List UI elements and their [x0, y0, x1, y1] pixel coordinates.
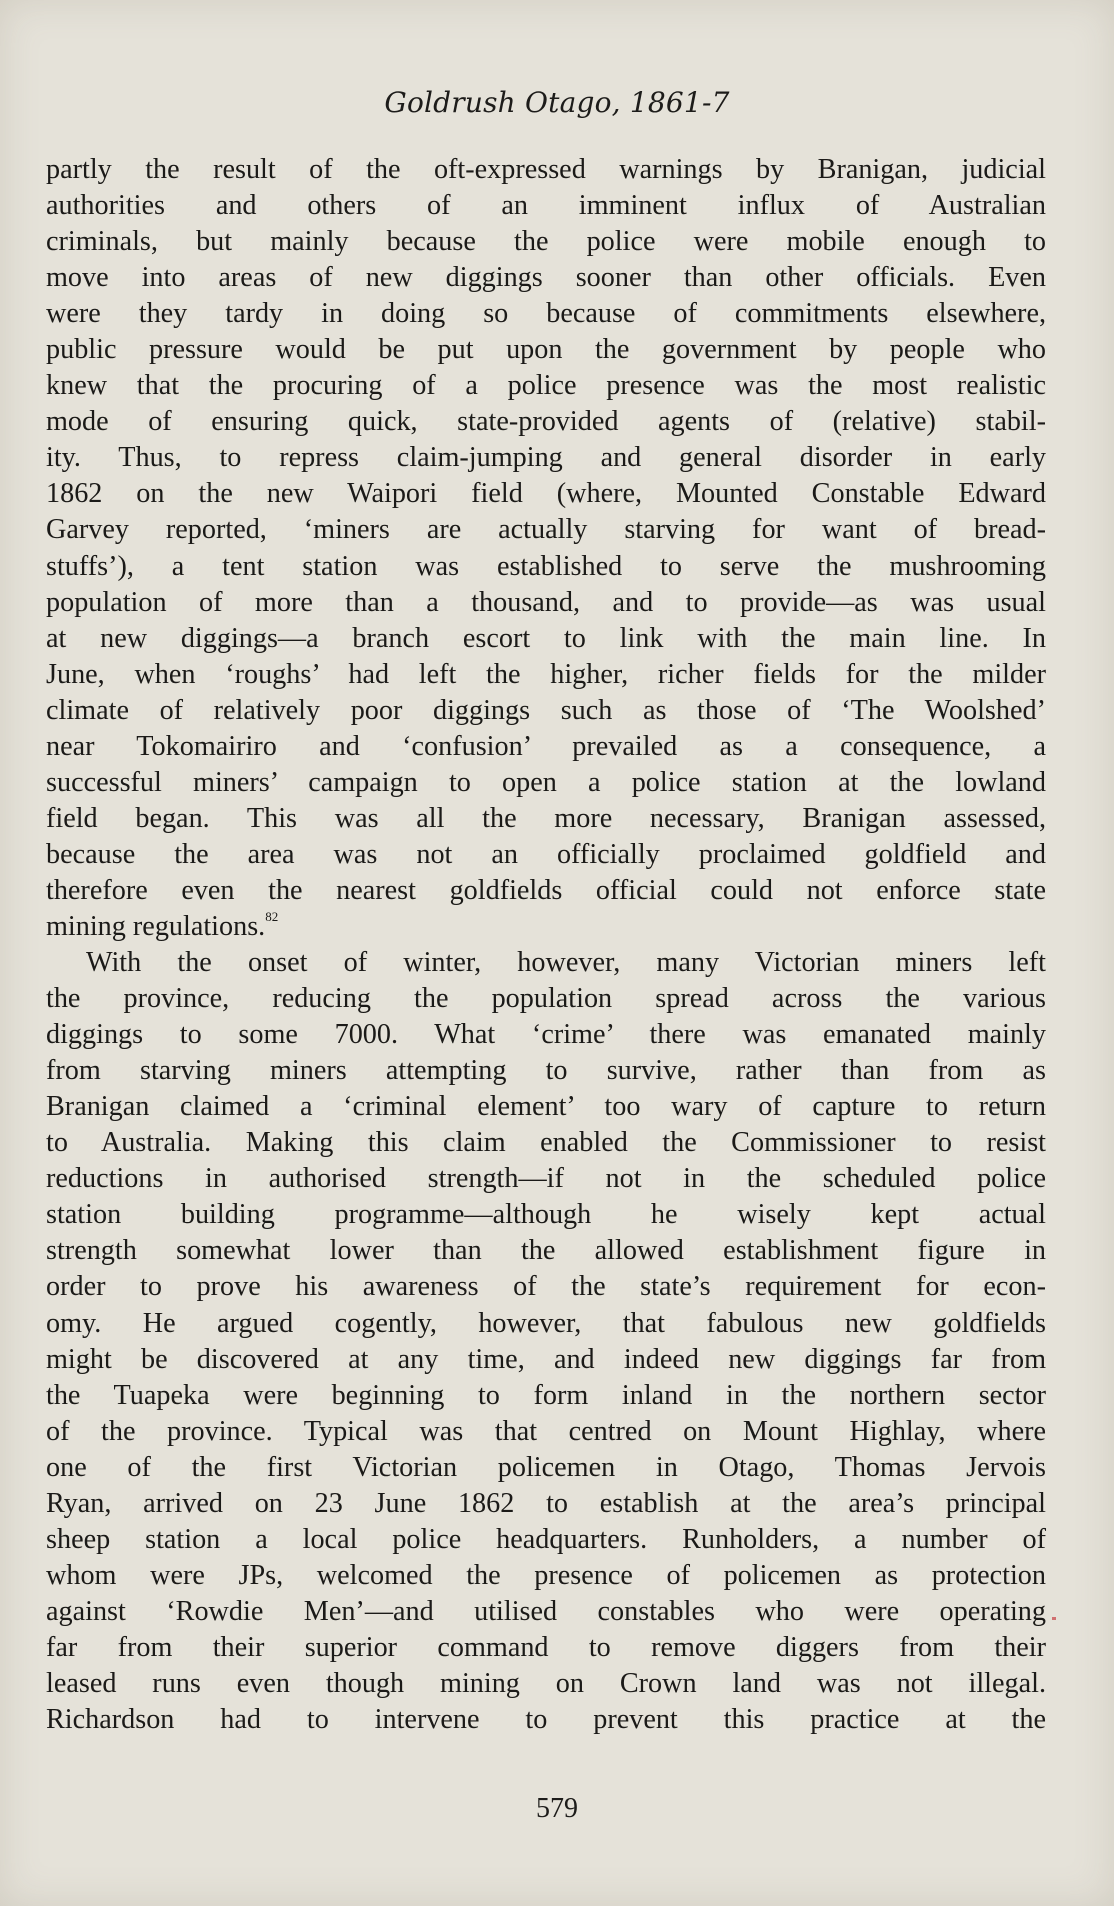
text-line: strength somewhat lower than the allowed establishment figure in: [46, 1235, 1046, 1267]
text-line: diggings to some 7000. What ‘crime’ there was emanated mainly: [46, 1019, 1046, 1051]
text-line: Ryan, arrived on 23 June 1862 to establish at the area’s principal: [46, 1487, 1046, 1519]
text-line: field began. This was all the more necessary, Branigan assessed,: [46, 802, 1046, 834]
text-line: sheep station a local police headquarters. Runholders, a number of: [46, 1523, 1046, 1555]
margin-mark: [1052, 1617, 1056, 1620]
paragraph-2: [46, 945, 1046, 1738]
text-line: June, when ‘roughs’ had left the higher, richer fields for the milder: [46, 658, 1046, 690]
text-line: Branigan claimed a ‘criminal element’ too wary of capture to return: [46, 1091, 1046, 1123]
text-line: move into areas of new diggings sooner than other officials. Even: [46, 262, 1046, 294]
text-line: at new diggings—a branch escort to link with the main line. In: [46, 622, 1046, 654]
text-line: Garvey reported, ‘miners are actually starving for want of bread-: [46, 514, 1046, 546]
footnote-reference: 82: [265, 908, 279, 924]
text-line: of the province. Typical was that centred on Mount Highlay, where: [46, 1415, 1046, 1447]
text-line: population of more than a thousand, and to provide—as was usual: [46, 586, 1046, 618]
text-line: stuffs’), a tent station was established to serve the mushrooming: [46, 550, 1046, 582]
text-line: station building programme—although he wisely kept actual: [46, 1199, 1046, 1231]
text-line: climate of relatively poor diggings such as those of ‘The Woolshed’: [46, 694, 1046, 726]
text-line: near Tokomairiro and ‘confusion’ prevailed as a consequence, a: [46, 730, 1046, 762]
body-text: [46, 152, 1046, 1738]
text-line: Richardson had to intervene to prevent this practice at the: [46, 1704, 1046, 1736]
running-head: Goldrush Otago, 1861-7: [384, 86, 730, 119]
text-line: public pressure would be put upon the government by people who: [46, 334, 1046, 366]
paragraph-1-final-text: mining regulations.: [46, 910, 266, 942]
text-line: leased runs even though mining on Crown land was not illegal.: [46, 1667, 1046, 1699]
text-line: therefore even the nearest goldfields official could not enforce state: [46, 874, 1046, 906]
text-line: mode of ensuring quick, state-provided agents of (relative) stabil-: [46, 406, 1046, 438]
text-line: to Australia. Making this claim enabled the Commissioner to resist: [46, 1127, 1046, 1159]
text-line: criminals, but mainly because the police were mobile enough to: [46, 226, 1046, 258]
text-line: because the area was not an officially proclaimed goldfield and: [46, 838, 1046, 870]
text-line-indented: With the onset of winter, however, many Victorian miners left: [86, 947, 1046, 979]
text-line-final: [46, 909, 1046, 945]
text-line: one of the first Victorian policemen in Otago, Thomas Jervois: [46, 1451, 1046, 1483]
text-line: the Tuapeka were beginning to form inland in the northern sector: [46, 1379, 1046, 1411]
text-line: authorities and others of an imminent influx of Australian: [46, 190, 1046, 222]
text-line: were they tardy in doing so because of commitments elsewhere,: [46, 298, 1046, 330]
text-line: ity. Thus, to repress claim-jumping and general disorder in early: [46, 442, 1046, 474]
page-number: 579: [536, 1793, 578, 1824]
text-line: from starving miners attempting to survive, rather than from as: [46, 1055, 1046, 1087]
text-line: reductions in authorised strength—if not in the scheduled police: [46, 1163, 1046, 1195]
text-line: the province, reducing the population spread across the various: [46, 983, 1046, 1015]
paragraph-1: [46, 152, 1046, 945]
text-line: successful miners’ campaign to open a police station at the lowland: [46, 766, 1046, 798]
text-line: might be discovered at any time, and indeed new diggings far from: [46, 1343, 1046, 1375]
text-line: against ‘Rowdie Men’—and utilised constables who were operating: [46, 1595, 1046, 1627]
text-line: partly the result of the oft-expressed warnings by Branigan, judicial: [46, 154, 1046, 185]
text-line: omy. He argued cogently, however, that fabulous new goldfields: [46, 1307, 1046, 1339]
text-line: far from their superior command to remove diggers from their: [46, 1631, 1046, 1663]
text-line: knew that the procuring of a police presence was the most realistic: [46, 370, 1046, 402]
text-line: order to prove his awareness of the state’s requirement for econ-: [46, 1271, 1046, 1303]
text-line: whom were JPs, welcomed the presence of policemen as protection: [46, 1559, 1046, 1591]
text-line: 1862 on the new Waipori field (where, Mounted Constable Edward: [46, 478, 1046, 510]
